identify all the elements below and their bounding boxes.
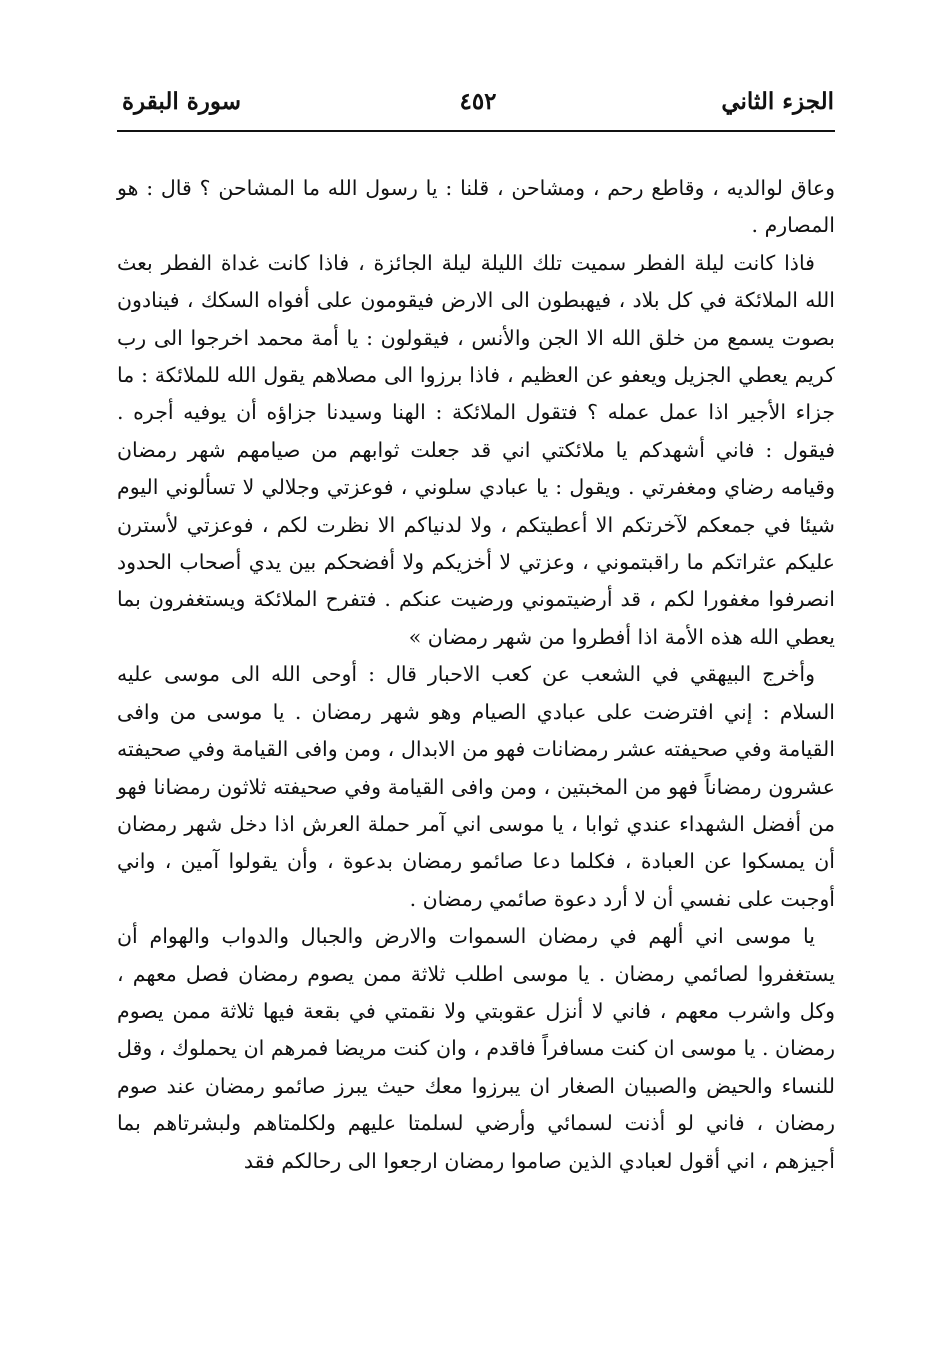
part-title: الجزء الثاني xyxy=(721,88,834,115)
page-number: ٤٥٢ xyxy=(459,88,497,115)
page-header xyxy=(122,84,834,124)
surah-title: سورة البقرة xyxy=(122,88,242,115)
paragraph: فاذا كانت ليلة الفطر سميت تلك الليلة ليلة الجائزة ، فاذا كانت غداة الفطر بعث الله الملائكة في كل بلاد ، فيهبطون الى الارض فيقومون على أفواه السكك ، فينادون بصوت يسمع من خلق الله الا الجن والأنس ، فيقولون : يا أمة محمد اخرجوا الى رب كريم يعطي الجزيل ويعفو عن العظيم ، فاذا برزوا الى مصلاهم يقول الله للملائكة : ما جزاء الأجير اذا عمل عمله ؟ فتقول الملائكة : الهنا وسيدنا جزاؤه أن يوفيه أجره . فيقول : فاني أشهدكم يا ملائكتي اني قد جعلت ثوابهم من صيامهم شهر رمضان وقيامه رضاي ومغفرتي . ويقول : يا عبادي سلوني ، فوعزتي وجلالي لا تسألوني اليوم شيئا في جمعكم لآخرتكم الا أعطيتكم ، ولا لدنياكم الا نظرت لكم ، فوعزتي لأسترن عليكم عثراتكم ما راقبتموني ، وعزتي لا أخزيكم ولا أفضحكم بين يدي أصحاب الحدود انصرفوا مغفورا لكم ، قد أرضيتموني ورضيت عنكم . فتفرح الملائكة ويستغفرون بما يعطي الله هذه الأمة اذا أفطروا من شهر رمضان » xyxy=(117,250,835,649)
header-divider xyxy=(117,130,835,132)
paragraph: وعاق لوالديه ، وقاطع رحم ، ومشاحن ، قلنا : يا رسول الله ما المشاحن ؟ قال : هو المصارم . xyxy=(117,176,835,238)
paragraph: وأخرج البيهقي في الشعب عن كعب الاحبار قال : أوحى الله الى موسى عليه السلام : إني افترضت على عبادي الصيام وهو شهر رمضان . يا موسى من وافى القيامة وفي صحيفته عشر رمضانات فهو من الابدال ، ومن وافى القيامة وفي صحيفته عشرون رمضاناً فهو من المخبتين ، ومن وافى القيامة وفي صحيفته ثلاثون رمضانا فهو من أفضل الشهداء عندي ثوابا ، يا موسى اني آمر حملة العرش اذا دخل شهر رمضان أن يمسكوا عن العبادة ، فكلما دعا صائمو رمضان بدعوة ، وأن يقولوا آمين ، واني أوجبت على نفسي أن لا أرد دعوة صائمي رمضان . xyxy=(117,662,835,911)
paragraph: يا موسى اني ألهم في رمضان السموات والارض والجبال والدواب والهوام أن يستغفروا لصائمي رمضان . يا موسى اطلب ثلاثة ممن يصوم رمضان فصل معهم ، وكل واشرب معهم ، فاني لا أنزل عقوبتي ولا نقمتي في بقعة فيها ثلاثة ممن يصوم رمضان . يا موسى ان كنت مسافراً فاقدم ، وان كنت مريضا فمرهم ان يحملوك ، وقل للنساء والحيض والصبيان الصغار ان يبرزوا معك حيث يبرز صائمو رمضان عند صوم رمضان ، فاني لو أذنت لسمائي وأرضي لسلمتا عليهم ولكلمتاهم ولبشرتاهم بما أجيزهم ، اني أقول لعبادي الذين صاموا رمضان ارجعوا الى رحالكم فقد xyxy=(117,924,835,1173)
page-body xyxy=(117,170,835,1180)
